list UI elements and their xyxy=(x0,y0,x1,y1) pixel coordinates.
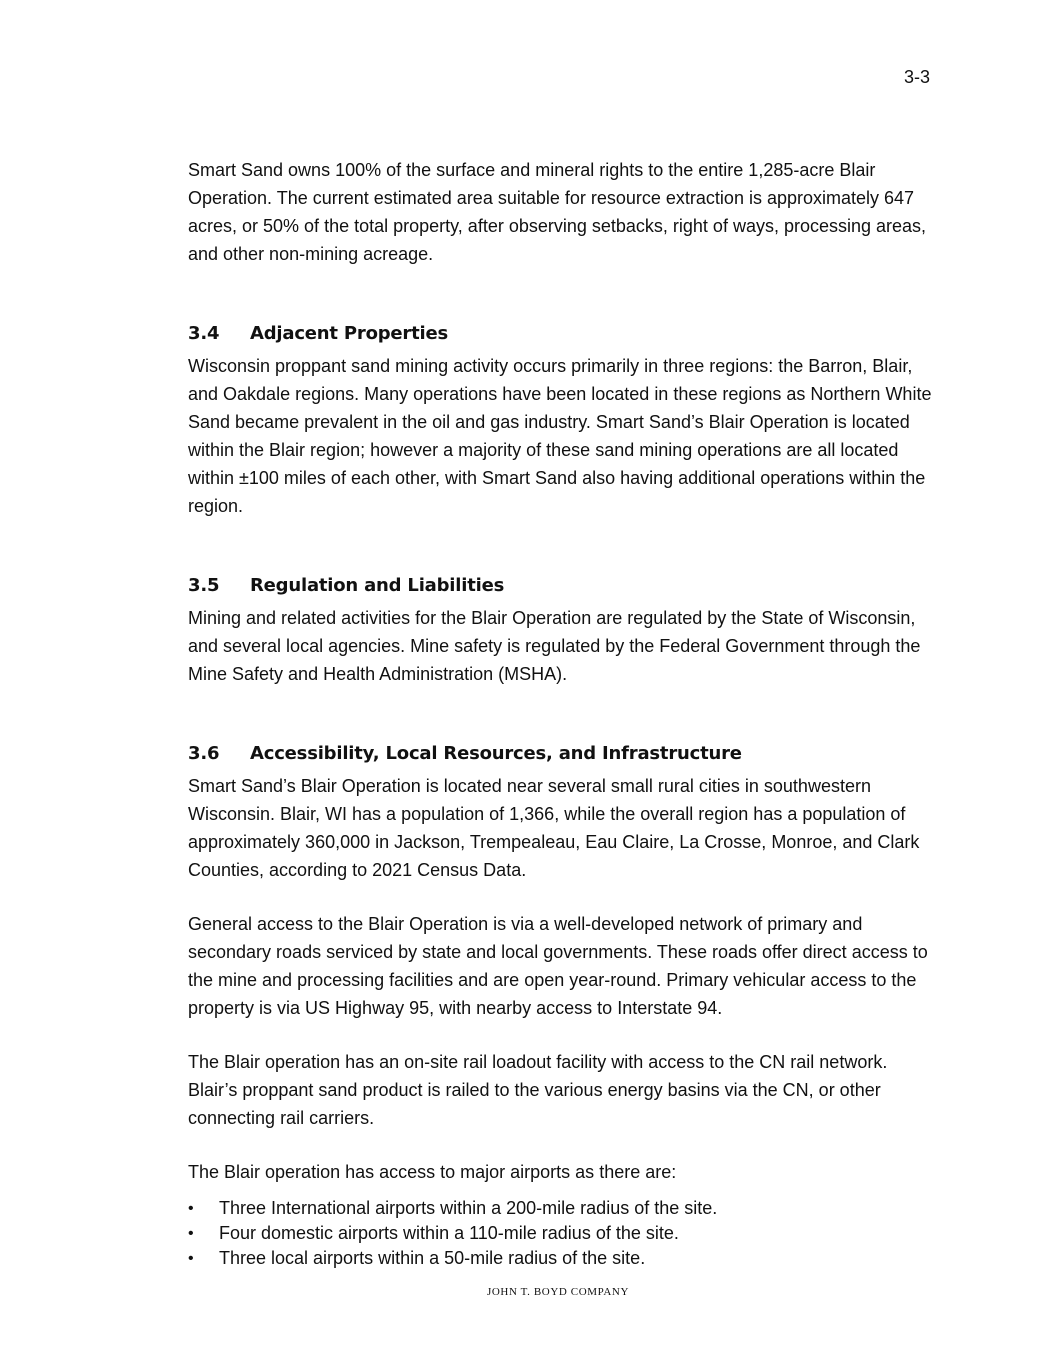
section-accessibility xyxy=(188,740,933,1271)
page-footer: JOHN T. BOYD COMPANY xyxy=(487,1286,629,1298)
document-body xyxy=(188,156,933,1271)
section-adjacent-properties xyxy=(188,320,933,520)
list-item-text: Three International airports within a 200-mile radius of the site. xyxy=(219,1198,718,1218)
section-heading xyxy=(188,572,933,600)
section-paragraph: The Blair operation has access to major airports as there are: xyxy=(188,1162,677,1182)
intro-paragraph: Smart Sand owns 100% of the surface and mineral rights to the entire 1,285-acre Blair Operation. The current estimated area suitable for resource extraction is approximately 647 acres, or 50% of the total property, after observing setbacks, right of ways, processing areas, and other non-mining acreage. xyxy=(188,160,927,264)
airport-list xyxy=(188,1196,933,1271)
list-item xyxy=(188,1246,933,1271)
list-item xyxy=(188,1221,933,1246)
section-title: Accessibility, Local Resources, and Infrastructure xyxy=(250,743,742,764)
section-heading xyxy=(188,320,933,348)
section-paragraph: Mining and related activities for the Blair Operation are regulated by the State of Wisconsin, and several local agencies. Mine safety is regulated by the Federal Government through the Mine Safety and Health Administration (MSHA). xyxy=(188,608,921,684)
section-title: Adjacent Properties xyxy=(250,323,448,344)
section-number: 3.6 xyxy=(188,743,220,764)
list-item-text: Three local airports within a 50-mile radius of the site. xyxy=(219,1248,646,1268)
list-item xyxy=(188,1196,933,1221)
section-paragraph: Smart Sand’s Blair Operation is located near several small rural cities in southwestern Wisconsin. Blair, WI has a population of 1,366, while the overall region has a population of approximately 360,000 in Jackson, Trempealeau, Eau Claire, La Crosse, Monroe, and Clark Counties, according to 2021 Census Data. xyxy=(188,776,920,880)
section-paragraph: Wisconsin proppant sand mining activity occurs primarily in three regions: the Barron, Blair, and Oakdale regions. Many operations have been located in these regions as Northern White Sand became prevalent in the oil and gas industry. Smart Sand’s Blair Operation is located within the Blair region; however a majority of these sand mining operations are all located within ±100 miles of each other, with Smart Sand also having additional operations within the region. xyxy=(188,356,932,516)
section-paragraph: General access to the Blair Operation is via a well-developed network of primary and secondary roads serviced by state and local governments. These roads offer direct access to the mine and processing facilities and are open year-round. Primary vehicular access to the property is via US Highway 95, with nearby access to Interstate 94. xyxy=(188,914,928,1018)
section-regulation-and-liabilities xyxy=(188,572,933,688)
section-number: 3.5 xyxy=(188,575,220,596)
bullet-icon: • xyxy=(188,1225,194,1242)
list-item-text: Four domestic airports within a 110-mile radius of the site. xyxy=(219,1223,679,1243)
section-title: Regulation and Liabilities xyxy=(250,575,505,596)
page-number: 3-3 xyxy=(903,67,930,87)
section-number: 3.4 xyxy=(188,323,220,344)
section-heading xyxy=(188,740,933,768)
bullet-icon: • xyxy=(188,1250,194,1267)
bullet-icon: • xyxy=(188,1200,194,1217)
section-paragraph: The Blair operation has an on-site rail loadout facility with access to the CN rail network. Blair’s proppant sand product is railed to the various energy basins via the CN, or other connecting rail carriers. xyxy=(188,1052,888,1128)
